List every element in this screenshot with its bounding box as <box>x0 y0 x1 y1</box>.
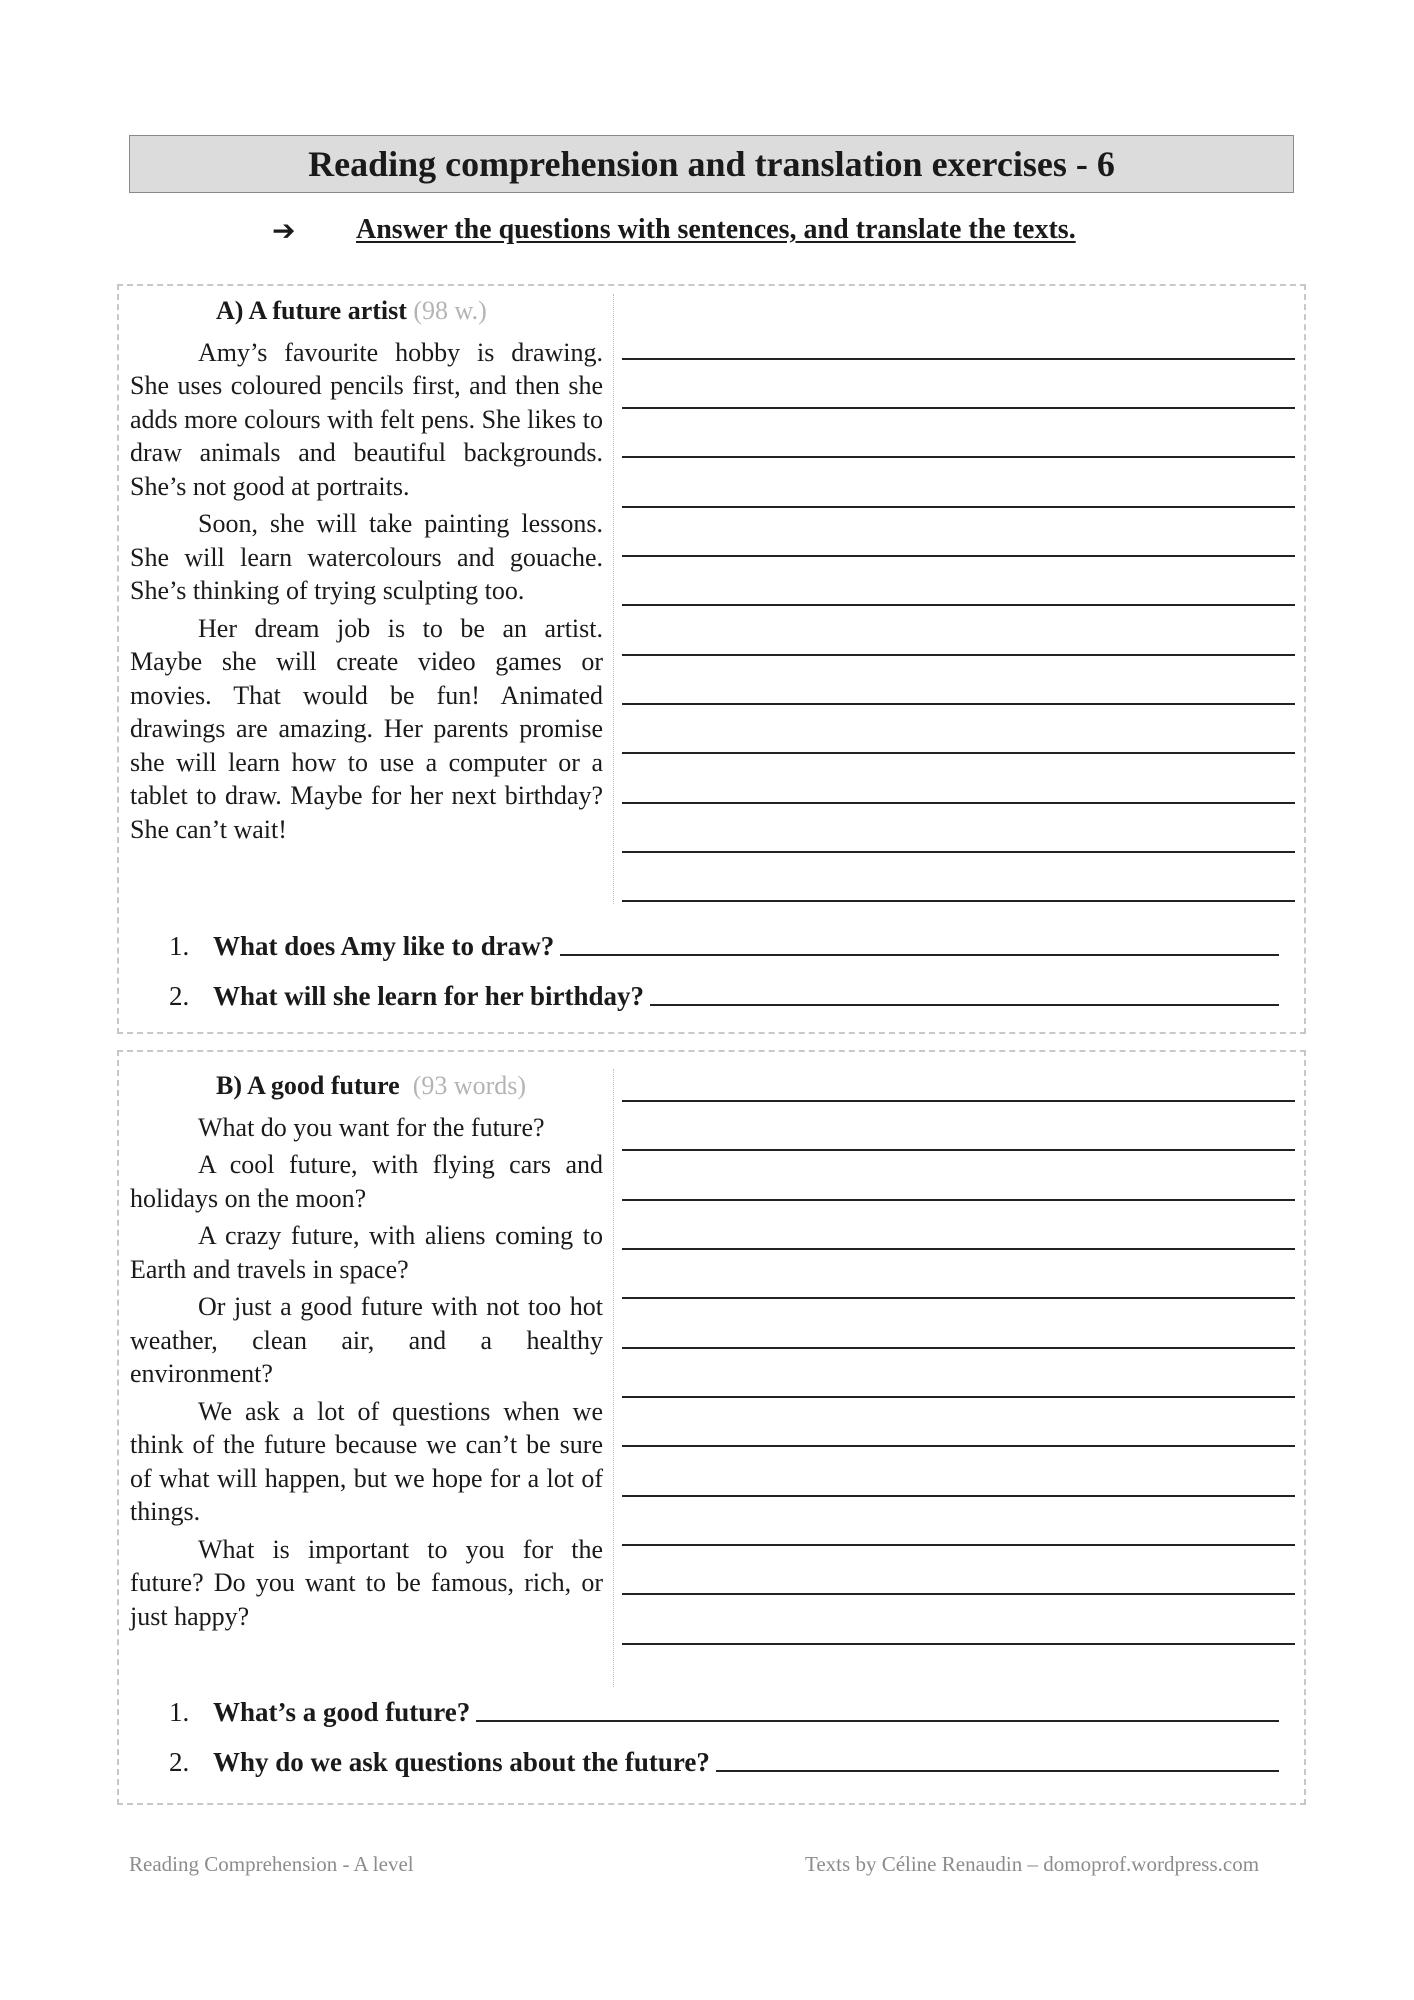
column-divider <box>613 294 614 904</box>
page-title: Reading comprehension and translation exercises - 6 <box>129 135 1294 193</box>
section-a-heading <box>130 294 603 328</box>
paragraph: What do you want for the future? <box>198 1112 545 1142</box>
answer-line[interactable] <box>622 900 1295 902</box>
section-b-text <box>130 1069 603 1637</box>
answer-line[interactable] <box>622 555 1295 557</box>
answer-line[interactable] <box>622 1149 1295 1151</box>
answer-line[interactable] <box>622 1495 1295 1497</box>
question-number: 1. <box>169 1697 190 1727</box>
section-a <box>117 284 1306 1034</box>
answer-line[interactable] <box>622 1347 1295 1349</box>
question-text: What will she learn for her birthday? <box>213 981 645 1011</box>
answer-line[interactable] <box>622 1396 1295 1398</box>
answer-line[interactable] <box>622 506 1295 508</box>
paragraph: Her dream job is to be an artist. Maybe she will create video games or movies. That would be fun! Animated drawings are amazing. Her parents promise she will learn how to use a computer or a tablet to draw. Maybe for her next birthday? She can’t wait! <box>130 613 603 844</box>
question-item <box>169 976 1279 1012</box>
question-item <box>169 926 1279 962</box>
question-text: What does Amy like to draw? <box>213 931 555 961</box>
paragraph: A cool future, with flying cars and holidays on the moon? <box>130 1150 603 1213</box>
question-number: 2. <box>169 981 190 1011</box>
paragraph: What is important to you for the future? Do you want to be famous, rich, or just happy? <box>130 1534 603 1631</box>
paragraph: Or just a good future with not too hot weather, clean air, and a healthy environment? <box>130 1292 603 1388</box>
question-item <box>169 1692 1279 1728</box>
section-b-word-count: (93 words) <box>412 1071 527 1100</box>
arrow-right-icon: ➔ <box>272 214 296 247</box>
answer-line[interactable] <box>622 1297 1295 1299</box>
section-b-heading <box>130 1069 603 1103</box>
answer-line[interactable] <box>622 1199 1295 1201</box>
footer-left: Reading Comprehension - A level <box>129 1852 414 1876</box>
answer-line[interactable] <box>622 604 1295 606</box>
instruction <box>0 212 1414 252</box>
answer-line[interactable] <box>622 703 1295 705</box>
answer-line[interactable] <box>622 1544 1295 1546</box>
answer-line[interactable] <box>622 407 1295 409</box>
paragraph: Soon, she will take painting lessons. She will learn watercolours and gouache. She’s thinking of trying sculpting too. <box>130 509 603 605</box>
question-number: 1. <box>169 931 190 961</box>
answer-line[interactable] <box>622 1593 1295 1595</box>
answer-line[interactable] <box>622 654 1295 656</box>
section-b <box>117 1050 1306 1805</box>
answer-line[interactable] <box>622 1248 1295 1250</box>
section-a-title: A) A future artist <box>216 296 407 325</box>
paragraph: Amy’s favourite hobby is drawing. She uses coloured pencils first, and then she adds more colours with felt pens. She likes to draw animals and beautiful backgrounds. She’s not good at portraits. <box>130 337 603 501</box>
section-a-word-count: (98 w.) <box>413 296 487 325</box>
question-text: Why do we ask questions about the future? <box>213 1747 710 1777</box>
answer-line[interactable] <box>622 1100 1295 1102</box>
answer-line[interactable] <box>622 752 1295 754</box>
answer-blank[interactable] <box>650 1004 1279 1006</box>
answer-blank[interactable] <box>560 954 1279 956</box>
instruction-text: Answer the questions with sentences, and translate the texts. <box>356 214 1076 245</box>
answer-line[interactable] <box>622 802 1295 804</box>
section-b-title: B) A good future <box>216 1071 400 1100</box>
answer-line[interactable] <box>622 851 1295 853</box>
answer-line[interactable] <box>622 456 1295 458</box>
answer-line[interactable] <box>622 1643 1295 1645</box>
footer-right: Texts by Céline Renaudin – domoprof.wordpress.com <box>805 1852 1260 1876</box>
answer-line[interactable] <box>622 358 1295 360</box>
answer-blank[interactable] <box>476 1720 1279 1722</box>
answer-blank[interactable] <box>716 1770 1279 1772</box>
question-text: What’s a good future? <box>213 1697 471 1727</box>
question-number: 2. <box>169 1747 190 1777</box>
answer-line[interactable] <box>622 1445 1295 1447</box>
column-divider <box>613 1069 614 1687</box>
paragraph: We ask a lot of questions when we think of the future because we can’t be sure of what will happen, but we hope for a lot of things. <box>130 1396 603 1526</box>
section-a-text <box>130 294 603 850</box>
question-item <box>169 1742 1279 1778</box>
paragraph: A crazy future, with aliens coming to Earth and travels in space? <box>130 1221 603 1284</box>
